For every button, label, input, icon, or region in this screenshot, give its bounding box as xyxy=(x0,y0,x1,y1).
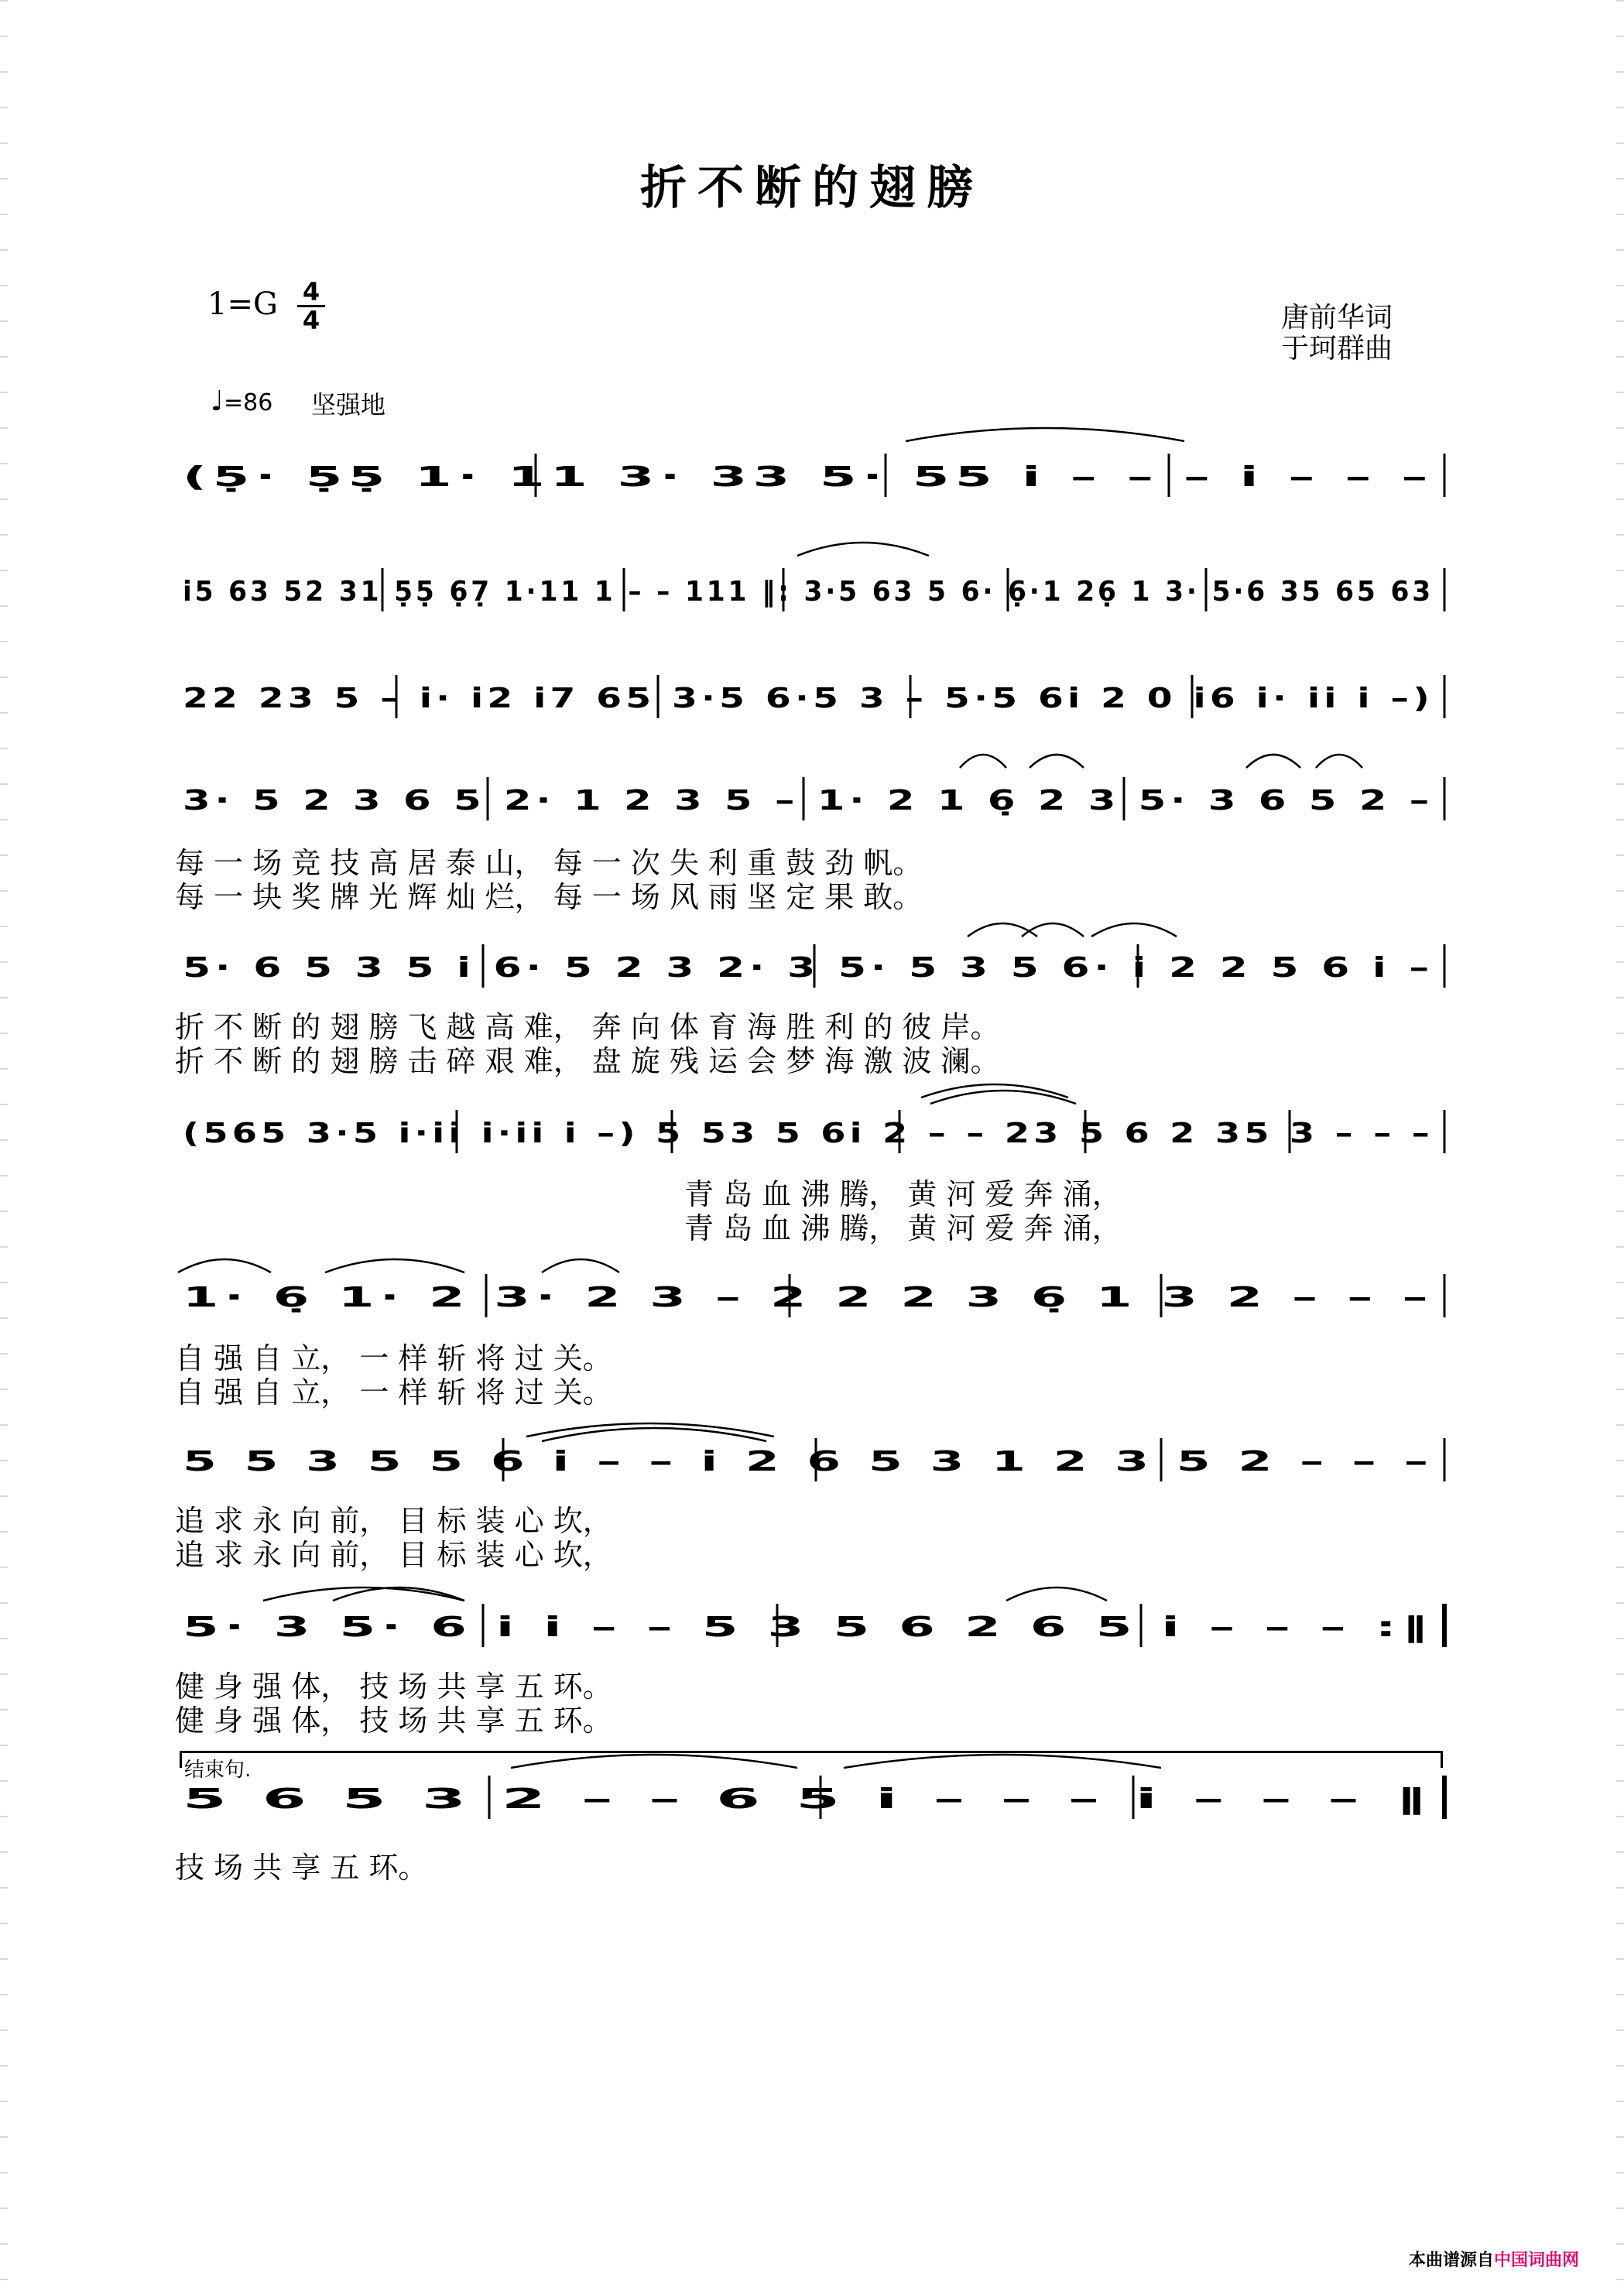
key-signature: 1=G xyxy=(207,286,278,322)
notation-line: 3· 5 2 3 6 5 2· 1 2 3 5 – 1· 2 1 6̣ 2 3 5· 3 6 5 2 – xyxy=(183,785,1434,817)
page-edge-right xyxy=(1616,0,1624,2281)
notation-line: 5 6 5 3 2 – – 6 5 i – – – i – – – ‖ xyxy=(183,1783,1434,1815)
notation-line: (565 3·5 i·ii i·ii i –) 5 53 5 6i 2 – – 23 5 6 2 35 3 – – – xyxy=(183,1118,1434,1149)
slur xyxy=(1246,755,1300,768)
quarter-note-icon: ♩ xyxy=(211,385,224,417)
notation-line: 5 5 3 5 5 6 i – – i 2 6 5 3 1 2 3 5 2 – – – xyxy=(183,1446,1434,1478)
footer-site: 中国词曲网 xyxy=(1493,2251,1579,2270)
lyricist: 唐前华词 xyxy=(1281,302,1393,334)
slur xyxy=(968,923,1037,937)
source-footer xyxy=(1409,2247,1579,2271)
slur xyxy=(960,755,1006,768)
ending-label: 结束句. xyxy=(184,1759,252,1782)
lyrics-verse-2: 折 不 断 的 翅 膀 击 碎 艰 难， 盘 旋 残 运 会 梦 海 激 波 澜。 xyxy=(175,1044,1000,1078)
expression-marking: 坚强地 xyxy=(311,390,386,420)
lyrics-verse-1: 自 强 自 立， 一 样 斩 将 过 关。 xyxy=(175,1341,612,1375)
slur xyxy=(1022,923,1084,937)
lyrics-verse-2: 自 强 自 立， 一 样 斩 将 过 关。 xyxy=(175,1375,612,1409)
slur xyxy=(178,1259,271,1272)
tempo-value: =86 xyxy=(223,389,273,416)
time-signature-bottom: 4 xyxy=(297,305,325,334)
slur xyxy=(542,1259,619,1272)
lyrics-verse-1: 青 岛 血 沸 腾， 黄 河 爱 奔 涌， xyxy=(684,1177,1122,1211)
footer-prefix: 本曲谱源自 xyxy=(1408,2251,1494,2270)
slur xyxy=(844,1755,1161,1768)
lyrics-ending: 技 场 共 享 五 环。 xyxy=(175,1851,428,1885)
time-signature xyxy=(297,279,325,334)
time-signature-top: 4 xyxy=(302,277,320,307)
lyrics-verse-2: 青 岛 血 沸 腾， 黄 河 爱 奔 涌， xyxy=(684,1211,1122,1245)
slur xyxy=(526,1423,774,1437)
slur xyxy=(542,1428,766,1441)
score-title: 折不断的翅膀 xyxy=(640,161,984,215)
slur xyxy=(325,1259,464,1272)
lyrics-verse-1: 健 身 强 体， 技 场 共 享 五 环。 xyxy=(175,1670,612,1704)
notation-line: i5 63 52 31 5̣5̣ 6̣7̣ 1·11 1 – – 111 ‖: 3·5 63 5 6· 6̣·1 26̣ 1 3· 5·6 35 65 63 xyxy=(183,576,1434,608)
lyrics-verse-1: 折 不 断 的 翅 膀 飞 越 高 难， 奔 向 体 育 海 胜 利 的 彼 岸。 xyxy=(175,1010,1000,1044)
slur xyxy=(1006,1587,1107,1601)
ending-bracket xyxy=(180,1751,1443,1753)
notation-line: 5· 6 5 3 5 i 6· 5 2 3 2· 3 5· 5 3 5 6· i 2 2 5 6 i – xyxy=(183,952,1434,984)
slur xyxy=(921,1084,1068,1098)
slur xyxy=(1030,755,1084,768)
slur xyxy=(797,543,929,556)
slur xyxy=(930,1091,1076,1104)
slur xyxy=(263,1587,464,1601)
composer: 于珂群曲 xyxy=(1281,333,1393,365)
slur xyxy=(906,428,1184,441)
lyrics-verse-2: 健 身 强 体， 技 场 共 享 五 环。 xyxy=(175,1704,612,1738)
lyrics-verse-2: 每 一 块 奖 牌 光 辉 灿 烂， 每 一 场 风 雨 坚 定 果 敢。 xyxy=(175,880,923,914)
lyrics-verse-1: 追 求 永 向 前， 目 标 装 心 坎， xyxy=(175,1504,612,1538)
tempo-marking xyxy=(211,385,272,417)
lyrics-verse-2: 追 求 永 向 前， 目 标 装 心 坎， xyxy=(175,1538,612,1572)
slur xyxy=(1091,923,1177,937)
slur xyxy=(333,1587,464,1601)
slur xyxy=(1316,755,1362,768)
lyrics-verse-1: 每 一 场 竞 技 高 居 泰 山， 每 一 次 失 利 重 鼓 劲 帆。 xyxy=(175,846,923,880)
notation-line: 22 23 5 – i· i2 i7 65 3·5 6·5 3 – 5·5 6i 2 0 i6 i· ii i –) xyxy=(183,683,1434,714)
notation-line: 1· 6̣ 1· 2 3· 2 3 – 2 2 2 3 6̣ 1 3 2 – – – xyxy=(183,1282,1434,1313)
page-edge-left xyxy=(0,0,8,2281)
notation-line: (5̣· 5̣5̣ 1· 11 3· 33 5· 55 i – – – i – – – xyxy=(183,461,1434,493)
slur xyxy=(511,1755,797,1768)
notation-line: 5· 3 5· 6 i i – – 5 3 5 6 2 6 5 i – – – :‖ xyxy=(183,1611,1434,1643)
